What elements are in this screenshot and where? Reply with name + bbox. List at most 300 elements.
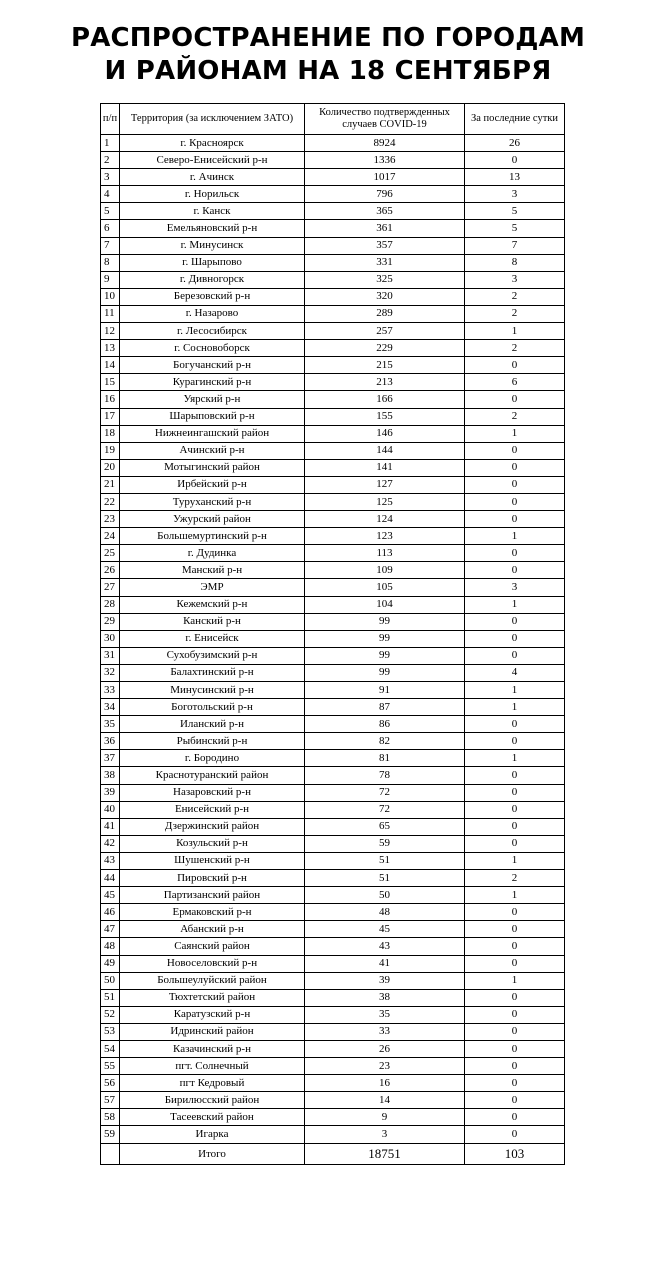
confirmed-cell: 86	[305, 716, 465, 733]
table-row	[101, 562, 565, 579]
table-row	[101, 1126, 565, 1143]
confirmed-cell: 1336	[305, 152, 465, 169]
territory-cell: Канский р-н	[120, 613, 305, 630]
table-row	[101, 733, 565, 750]
last-day-cell: 0	[465, 938, 565, 955]
territory-cell: Иланский р-н	[120, 716, 305, 733]
confirmed-cell: 99	[305, 664, 465, 681]
confirmed-cell: 38	[305, 989, 465, 1006]
total-row	[101, 1143, 565, 1164]
last-day-cell: 0	[465, 955, 565, 972]
table-row	[101, 237, 565, 254]
row-num: 48	[101, 938, 120, 955]
territory-cell: Игарка	[120, 1126, 305, 1143]
last-day-cell: 2	[465, 408, 565, 425]
territory-cell: Ужурский район	[120, 511, 305, 528]
row-num: 38	[101, 767, 120, 784]
total-num-cell	[101, 1143, 120, 1164]
territory-cell: Туруханский р-н	[120, 493, 305, 510]
confirmed-cell: 91	[305, 682, 465, 699]
last-day-cell: 0	[465, 835, 565, 852]
table-row	[101, 682, 565, 699]
territory-cell: Манский р-н	[120, 562, 305, 579]
table-row	[101, 511, 565, 528]
confirmed-cell: 78	[305, 767, 465, 784]
last-day-cell: 13	[465, 169, 565, 186]
territory-cell: Казачинский р-н	[120, 1040, 305, 1057]
last-day-cell: 1	[465, 887, 565, 904]
territory-cell: г. Назарово	[120, 305, 305, 322]
table-row	[101, 1040, 565, 1057]
territory-cell: Шушенский р-н	[120, 852, 305, 869]
territory-cell: г. Дивногорск	[120, 271, 305, 288]
last-day-cell: 1	[465, 323, 565, 340]
territory-cell: Курагинский р-н	[120, 374, 305, 391]
last-day-cell: 0	[465, 630, 565, 647]
last-day-cell: 5	[465, 203, 565, 220]
territory-cell: Козульский р-н	[120, 835, 305, 852]
territory-cell: Назаровский р-н	[120, 784, 305, 801]
confirmed-cell: 146	[305, 425, 465, 442]
last-day-cell: 0	[465, 921, 565, 938]
row-num: 13	[101, 340, 120, 357]
last-day-cell: 7	[465, 237, 565, 254]
row-num: 55	[101, 1058, 120, 1075]
table-row	[101, 664, 565, 681]
row-num: 52	[101, 1006, 120, 1023]
territory-cell: пгт Кедровый	[120, 1075, 305, 1092]
confirmed-cell: 166	[305, 391, 465, 408]
territory-cell: Минусинский р-н	[120, 682, 305, 699]
table-row	[101, 374, 565, 391]
header-confirmed: Количество подтвержденных случаев COVID-19	[305, 104, 465, 135]
row-num: 41	[101, 818, 120, 835]
table-row	[101, 135, 565, 152]
territory-cell: Уярский р-н	[120, 391, 305, 408]
confirmed-cell: 72	[305, 801, 465, 818]
table-header-row	[101, 104, 565, 135]
table-row	[101, 408, 565, 425]
table-row	[101, 1023, 565, 1040]
territory-cell: Партизанский район	[120, 887, 305, 904]
confirmed-cell: 16	[305, 1075, 465, 1092]
row-num: 14	[101, 357, 120, 374]
row-num: 30	[101, 630, 120, 647]
confirmed-cell: 39	[305, 972, 465, 989]
confirmed-cell: 48	[305, 904, 465, 921]
row-num: 7	[101, 237, 120, 254]
confirmed-cell: 113	[305, 545, 465, 562]
confirmed-cell: 26	[305, 1040, 465, 1057]
territory-cell: Березовский р-н	[120, 288, 305, 305]
territory-cell: Богучанский р-н	[120, 357, 305, 374]
table-row	[101, 186, 565, 203]
territory-cell: г. Сосновоборск	[120, 340, 305, 357]
header-num: п/п	[101, 104, 120, 135]
table-row	[101, 613, 565, 630]
territory-cell: Енисейский р-н	[120, 801, 305, 818]
territory-cell: г. Канск	[120, 203, 305, 220]
row-num: 46	[101, 904, 120, 921]
territory-cell: Тасеевский район	[120, 1109, 305, 1126]
row-num: 23	[101, 511, 120, 528]
confirmed-cell: 82	[305, 733, 465, 750]
last-day-cell: 6	[465, 374, 565, 391]
territory-cell: г. Ачинск	[120, 169, 305, 186]
territory-cell: Каратузский р-н	[120, 1006, 305, 1023]
last-day-cell: 0	[465, 357, 565, 374]
row-num: 21	[101, 476, 120, 493]
table-row	[101, 459, 565, 476]
title-line-1: РАСПРОСТРАНЕНИЕ ПО ГОРОДАМ	[70, 23, 586, 53]
table-row	[101, 391, 565, 408]
confirmed-cell: 45	[305, 921, 465, 938]
confirmed-cell: 257	[305, 323, 465, 340]
last-day-cell: 5	[465, 220, 565, 237]
last-day-cell: 0	[465, 1023, 565, 1040]
territory-cell: г. Красноярск	[120, 135, 305, 152]
table-row	[101, 169, 565, 186]
last-day-cell: 1	[465, 425, 565, 442]
total-label: Итого	[120, 1143, 305, 1164]
last-day-cell: 0	[465, 476, 565, 493]
last-day-cell: 0	[465, 1075, 565, 1092]
last-day-cell: 26	[465, 135, 565, 152]
row-num: 45	[101, 887, 120, 904]
territory-cell: Саянский район	[120, 938, 305, 955]
confirmed-cell: 320	[305, 288, 465, 305]
territory-cell: Тюхтетский район	[120, 989, 305, 1006]
confirmed-cell: 59	[305, 835, 465, 852]
territory-cell: Большеулуйский район	[120, 972, 305, 989]
row-num: 24	[101, 528, 120, 545]
table-row	[101, 784, 565, 801]
last-day-cell: 1	[465, 682, 565, 699]
confirmed-cell: 109	[305, 562, 465, 579]
total-last-day: 103	[465, 1143, 565, 1164]
table-row	[101, 271, 565, 288]
territory-cell: г. Шарыпово	[120, 254, 305, 271]
territory-cell: Дзержинский район	[120, 818, 305, 835]
last-day-cell: 3	[465, 579, 565, 596]
confirmed-cell: 213	[305, 374, 465, 391]
confirmed-cell: 104	[305, 596, 465, 613]
territory-cell: Ачинский р-н	[120, 442, 305, 459]
row-num: 31	[101, 647, 120, 664]
row-num: 2	[101, 152, 120, 169]
last-day-cell: 2	[465, 305, 565, 322]
confirmed-cell: 331	[305, 254, 465, 271]
row-num: 25	[101, 545, 120, 562]
table-row	[101, 1058, 565, 1075]
table-row	[101, 921, 565, 938]
row-num: 37	[101, 750, 120, 767]
last-day-cell: 0	[465, 152, 565, 169]
territory-cell: г. Енисейск	[120, 630, 305, 647]
table-row	[101, 476, 565, 493]
confirmed-cell: 361	[305, 220, 465, 237]
confirmed-cell: 99	[305, 647, 465, 664]
table-row	[101, 425, 565, 442]
row-num: 27	[101, 579, 120, 596]
confirmed-cell: 8924	[305, 135, 465, 152]
confirmed-cell: 81	[305, 750, 465, 767]
row-num: 50	[101, 972, 120, 989]
row-num: 22	[101, 493, 120, 510]
header-territory: Территория (за исключением ЗАТО)	[120, 104, 305, 135]
row-num: 3	[101, 169, 120, 186]
territory-cell: Абанский р-н	[120, 921, 305, 938]
row-num: 1	[101, 135, 120, 152]
row-num: 34	[101, 699, 120, 716]
confirmed-cell: 229	[305, 340, 465, 357]
row-num: 16	[101, 391, 120, 408]
last-day-cell: 3	[465, 186, 565, 203]
last-day-cell: 0	[465, 767, 565, 784]
last-day-cell: 3	[465, 271, 565, 288]
confirmed-cell: 127	[305, 476, 465, 493]
last-day-cell: 1	[465, 750, 565, 767]
table-row	[101, 630, 565, 647]
table-row	[101, 545, 565, 562]
last-day-cell: 0	[465, 1126, 565, 1143]
territory-cell: г. Минусинск	[120, 237, 305, 254]
confirmed-cell: 124	[305, 511, 465, 528]
last-day-cell: 0	[465, 716, 565, 733]
table-row	[101, 579, 565, 596]
last-day-cell: 0	[465, 613, 565, 630]
confirmed-cell: 3	[305, 1126, 465, 1143]
row-num: 51	[101, 989, 120, 1006]
table-row	[101, 767, 565, 784]
confirmed-cell: 125	[305, 493, 465, 510]
row-num: 15	[101, 374, 120, 391]
last-day-cell: 0	[465, 818, 565, 835]
table-row	[101, 596, 565, 613]
table-row	[101, 716, 565, 733]
territory-cell: г. Норильск	[120, 186, 305, 203]
territory-cell: Ирбейский р-н	[120, 476, 305, 493]
row-num: 19	[101, 442, 120, 459]
confirmed-cell: 72	[305, 784, 465, 801]
row-num: 28	[101, 596, 120, 613]
table-row	[101, 989, 565, 1006]
last-day-cell: 0	[465, 459, 565, 476]
confirmed-cell: 1017	[305, 169, 465, 186]
table-row	[101, 1006, 565, 1023]
row-num: 12	[101, 323, 120, 340]
confirmed-cell: 9	[305, 1109, 465, 1126]
table-row	[101, 357, 565, 374]
row-num: 59	[101, 1126, 120, 1143]
territory-cell: Идринский район	[120, 1023, 305, 1040]
title-line-2: И РАЙОНАМ НА 18 СЕНТЯБРЯ	[104, 56, 552, 86]
row-num: 49	[101, 955, 120, 972]
last-day-cell: 0	[465, 1040, 565, 1057]
confirmed-cell: 51	[305, 870, 465, 887]
row-num: 40	[101, 801, 120, 818]
territory-cell: Емельяновский р-н	[120, 220, 305, 237]
confirmed-cell: 325	[305, 271, 465, 288]
confirmed-cell: 155	[305, 408, 465, 425]
confirmed-cell: 215	[305, 357, 465, 374]
territory-cell: пгт. Солнечный	[120, 1058, 305, 1075]
last-day-cell: 2	[465, 288, 565, 305]
row-num: 57	[101, 1092, 120, 1109]
table-row	[101, 305, 565, 322]
confirmed-cell: 796	[305, 186, 465, 203]
last-day-cell: 1	[465, 596, 565, 613]
table-row	[101, 442, 565, 459]
territory-cell: Бирилюсский район	[120, 1092, 305, 1109]
territory-cell: г. Дудинка	[120, 545, 305, 562]
confirmed-cell: 365	[305, 203, 465, 220]
last-day-cell: 0	[465, 784, 565, 801]
confirmed-cell: 99	[305, 630, 465, 647]
page-title	[0, 22, 656, 88]
row-num: 58	[101, 1109, 120, 1126]
table-row	[101, 493, 565, 510]
confirmed-cell: 51	[305, 852, 465, 869]
territory-cell: Большемуртинский р-н	[120, 528, 305, 545]
confirmed-cell: 87	[305, 699, 465, 716]
last-day-cell: 1	[465, 528, 565, 545]
row-num: 53	[101, 1023, 120, 1040]
last-day-cell: 0	[465, 733, 565, 750]
table-body	[101, 135, 565, 1144]
table-row	[101, 288, 565, 305]
row-num: 11	[101, 305, 120, 322]
table-row	[101, 1075, 565, 1092]
table-row	[101, 972, 565, 989]
last-day-cell: 0	[465, 1058, 565, 1075]
territory-cell: Балахтинский р-н	[120, 664, 305, 681]
territory-cell: г. Бородино	[120, 750, 305, 767]
confirmed-cell: 14	[305, 1092, 465, 1109]
last-day-cell: 0	[465, 989, 565, 1006]
table-row	[101, 152, 565, 169]
row-num: 39	[101, 784, 120, 801]
confirmed-cell: 123	[305, 528, 465, 545]
table-row	[101, 835, 565, 852]
territory-cell: Нижнеингашский район	[120, 425, 305, 442]
table-row	[101, 647, 565, 664]
last-day-cell: 0	[465, 511, 565, 528]
table-row	[101, 904, 565, 921]
confirmed-cell: 35	[305, 1006, 465, 1023]
row-num: 33	[101, 682, 120, 699]
table-row	[101, 254, 565, 271]
row-num: 6	[101, 220, 120, 237]
confirmed-cell: 144	[305, 442, 465, 459]
row-num: 18	[101, 425, 120, 442]
last-day-cell: 1	[465, 699, 565, 716]
last-day-cell: 1	[465, 852, 565, 869]
last-day-cell: 4	[465, 664, 565, 681]
table-row	[101, 323, 565, 340]
territory-cell: Новоселовский р-н	[120, 955, 305, 972]
table-row	[101, 870, 565, 887]
table-row	[101, 699, 565, 716]
confirmed-cell: 105	[305, 579, 465, 596]
confirmed-cell: 65	[305, 818, 465, 835]
last-day-cell: 1	[465, 972, 565, 989]
table-row	[101, 220, 565, 237]
row-num: 5	[101, 203, 120, 220]
table-row	[101, 1092, 565, 1109]
last-day-cell: 0	[465, 904, 565, 921]
last-day-cell: 2	[465, 340, 565, 357]
row-num: 42	[101, 835, 120, 852]
last-day-cell: 0	[465, 801, 565, 818]
confirmed-cell: 33	[305, 1023, 465, 1040]
table-row	[101, 1109, 565, 1126]
total-confirmed: 18751	[305, 1143, 465, 1164]
territory-cell: Краснотуранский район	[120, 767, 305, 784]
territory-cell: Пировский р-н	[120, 870, 305, 887]
last-day-cell: 0	[465, 545, 565, 562]
last-day-cell: 0	[465, 1109, 565, 1126]
table-row	[101, 203, 565, 220]
table-row	[101, 528, 565, 545]
row-num: 56	[101, 1075, 120, 1092]
last-day-cell: 0	[465, 1092, 565, 1109]
table-row	[101, 887, 565, 904]
covid-cases-table	[100, 103, 565, 1165]
row-num: 26	[101, 562, 120, 579]
territory-cell: Сухобузимский р-н	[120, 647, 305, 664]
row-num: 20	[101, 459, 120, 476]
territory-cell: ЭМР	[120, 579, 305, 596]
row-num: 8	[101, 254, 120, 271]
table-row	[101, 750, 565, 767]
row-num: 47	[101, 921, 120, 938]
last-day-cell: 2	[465, 870, 565, 887]
territory-cell: Северо-Енисейский р-н	[120, 152, 305, 169]
table-row	[101, 818, 565, 835]
last-day-cell: 8	[465, 254, 565, 271]
territory-cell: Кежемский р-н	[120, 596, 305, 613]
table-row	[101, 955, 565, 972]
confirmed-cell: 50	[305, 887, 465, 904]
confirmed-cell: 357	[305, 237, 465, 254]
last-day-cell: 0	[465, 391, 565, 408]
territory-cell: Ермаковский р-н	[120, 904, 305, 921]
row-num: 54	[101, 1040, 120, 1057]
row-num: 10	[101, 288, 120, 305]
row-num: 9	[101, 271, 120, 288]
confirmed-cell: 99	[305, 613, 465, 630]
last-day-cell: 0	[465, 562, 565, 579]
header-last-day: За последние сутки	[465, 104, 565, 135]
last-day-cell: 0	[465, 647, 565, 664]
row-num: 29	[101, 613, 120, 630]
confirmed-cell: 141	[305, 459, 465, 476]
territory-cell: Шарыповский р-н	[120, 408, 305, 425]
table-row	[101, 852, 565, 869]
last-day-cell: 0	[465, 1006, 565, 1023]
table-row	[101, 938, 565, 955]
row-num: 43	[101, 852, 120, 869]
row-num: 32	[101, 664, 120, 681]
table-row	[101, 340, 565, 357]
row-num: 4	[101, 186, 120, 203]
confirmed-cell: 23	[305, 1058, 465, 1075]
row-num: 17	[101, 408, 120, 425]
confirmed-cell: 289	[305, 305, 465, 322]
territory-cell: Боготольский р-н	[120, 699, 305, 716]
territory-cell: Рыбинский р-н	[120, 733, 305, 750]
